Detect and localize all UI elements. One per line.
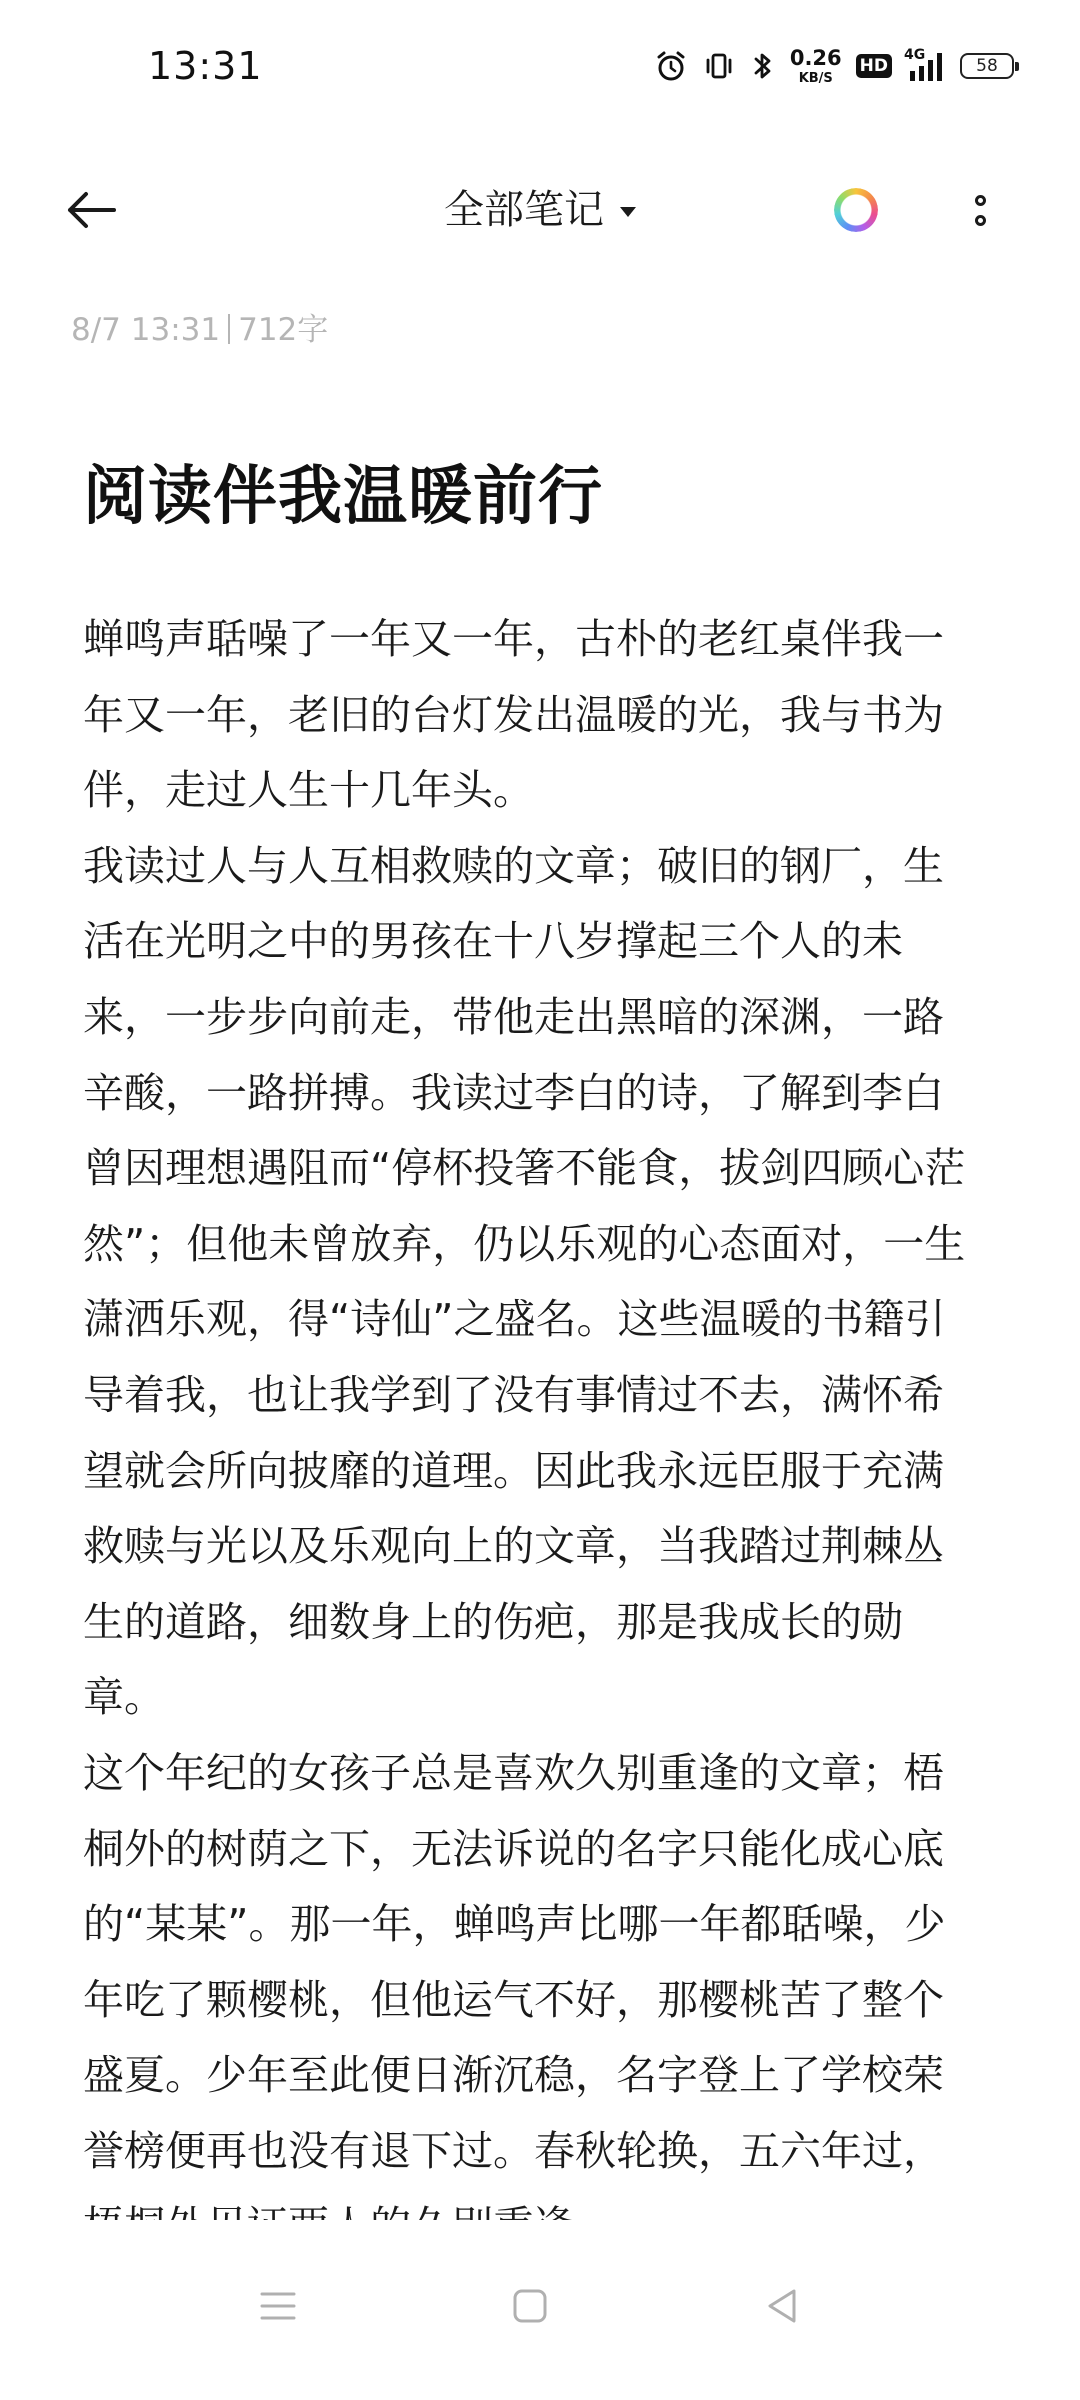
signal-label: 4G xyxy=(904,47,926,63)
note-title[interactable]: 阅读伴我温暖前行 xyxy=(83,460,603,534)
square-icon xyxy=(510,2286,550,2326)
color-ring-icon xyxy=(834,188,878,232)
status-icons xyxy=(654,42,1014,90)
network-speed xyxy=(789,45,842,86)
note-meta xyxy=(71,308,328,352)
status-time: 13:31 xyxy=(148,44,263,88)
more-dot-icon xyxy=(975,195,986,206)
more-dot-icon xyxy=(975,215,986,226)
note-paragraph: 蝉鸣声聒噪了一年又一年，古朴的老红桌伴我一年又一年，老旧的台灯发出温暖的光，我与书为伴，走过人生十几年头。 xyxy=(83,615,944,815)
triangle-back-icon xyxy=(762,2286,802,2326)
bluetooth-icon xyxy=(750,49,776,83)
status-bar xyxy=(0,0,1080,130)
menu-icon xyxy=(258,2288,298,2324)
system-navigation-bar xyxy=(0,2220,1080,2400)
app-bar xyxy=(0,150,1080,270)
system-back-button[interactable] xyxy=(752,2276,812,2336)
network-speed-unit: KB/S xyxy=(798,70,833,86)
meta-divider xyxy=(228,314,230,344)
caret-down-icon xyxy=(620,207,636,217)
more-options-button[interactable] xyxy=(958,180,1002,240)
recent-apps-button[interactable] xyxy=(248,2276,308,2336)
back-button[interactable] xyxy=(60,178,124,242)
battery-level: 58 xyxy=(976,56,998,76)
note-word-count: 712字 xyxy=(238,312,329,348)
note-paragraph: 这个年纪的女孩子总是喜欢久别重逢的文章；梧桐外的树荫之下，无法诉说的名字只能化成心底的“某某”。那一年，蝉鸣声比哪一年都聒噪，少年吃了颗樱桃，但他运气不好，那樱桃苦了整个盛夏。少年至此便日渐沉稳，名字登上了学校荣誉榜便再也没有退下过。春秋轮换，五六年过， xyxy=(83,1748,946,2175)
battery-icon xyxy=(960,53,1014,79)
signal-icon xyxy=(906,49,946,83)
title-dropdown[interactable] xyxy=(0,180,1080,240)
vibrate-icon xyxy=(702,49,736,83)
note-date: 8/7 13:31 xyxy=(71,312,221,348)
page-title: 全部笔记 xyxy=(444,187,604,233)
note-paragraph: 我读过人与人互相救赎的文章；破旧的钢厂，生活在光明之中的男孩在十八岁撑起三个人的未来，一步步向前走，带他走出黑暗的深渊，一路辛酸，一路拼搏。我读过李白的诗，了解到李白曾因理想遇阻而“停杯投箸不能食，拔剑四顾心茫然”；但他未曾放弃，仍以乐观的心态面对，一生潇洒乐观，得“诗仙”之盛名。这些温暖的书籍引导着我，也让我学到了没有事情过不去，满怀希望就会所向披靡的道理。因此我永远臣服于充满救赎与光以及乐观向上的文章，当我踏过荆棘丛生的道路，细数身上的伤疤，那是我成长的勋章。 xyxy=(83,841,966,1722)
hd-badge: HD xyxy=(856,54,892,78)
note-body[interactable] xyxy=(83,602,983,2220)
back-arrow-icon xyxy=(66,190,118,230)
color-ring-button[interactable] xyxy=(828,182,884,238)
home-button[interactable] xyxy=(500,2276,560,2336)
network-speed-value: 0.26 xyxy=(789,45,842,70)
alarm-icon xyxy=(654,49,688,83)
